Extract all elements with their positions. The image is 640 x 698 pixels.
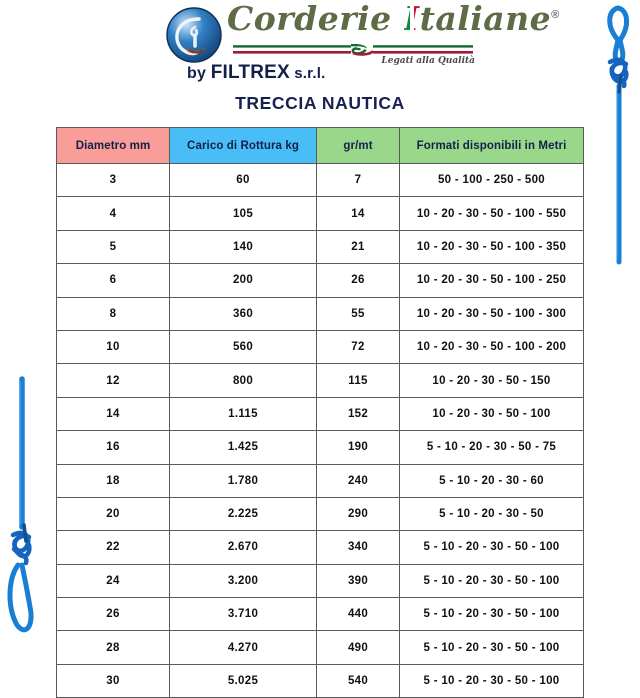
cell-weight-per-meter: 340 [317,531,400,564]
cell-weight-per-meter: 115 [317,364,400,397]
cell-available-formats: 5 - 10 - 20 - 30 - 50 - 100 [400,631,584,664]
cell-weight-per-meter: 26 [317,264,400,297]
table-row [57,531,584,564]
cell-available-formats: 5 - 10 - 20 - 30 - 50 - 100 [400,598,584,631]
byline-suffix: s.r.l. [289,65,326,82]
blue-rope-loop-knot-icon [0,375,52,639]
logo-tagline: Legati alla Qualità [381,56,475,66]
table-row [57,598,584,631]
cell-diameter: 6 [57,264,170,297]
table-header [57,128,584,164]
rope-knot-emblem-icon [165,6,223,64]
cell-diameter: 12 [57,364,170,397]
cell-breaking-load: 360 [170,297,317,330]
cell-breaking-load: 60 [170,164,317,197]
cell-diameter: 30 [57,664,170,697]
cell-weight-per-meter: 440 [317,598,400,631]
cell-available-formats: 10 - 20 - 30 - 50 - 100 - 250 [400,264,584,297]
cell-breaking-load: 800 [170,364,317,397]
column-header-available-formats: Formati disponibili in Metri [400,128,584,164]
cell-weight-per-meter: 290 [317,497,400,530]
brand-wordmark [227,0,560,38]
cell-diameter: 24 [57,564,170,597]
company-logo [0,0,640,90]
cell-breaking-load: 140 [170,230,317,263]
brand-tricolor-letter: I [403,0,420,38]
cell-weight-per-meter: 490 [317,631,400,664]
cell-diameter: 28 [57,631,170,664]
cell-available-formats: 5 - 10 - 20 - 30 - 50 - 100 [400,564,584,597]
table-row [57,464,584,497]
cell-available-formats: 10 - 20 - 30 - 50 - 100 [400,397,584,430]
table-header-row [57,128,584,164]
cell-available-formats: 10 - 20 - 30 - 50 - 100 - 300 [400,297,584,330]
specification-table-wrapper [56,127,584,698]
specification-table [56,127,584,698]
cell-breaking-load: 2.225 [170,497,317,530]
cell-diameter: 8 [57,297,170,330]
column-header-diameter: Diametro mm [57,128,170,164]
cell-breaking-load: 1.780 [170,464,317,497]
cell-diameter: 22 [57,531,170,564]
cell-weight-per-meter: 190 [317,431,400,464]
cell-weight-per-meter: 540 [317,664,400,697]
cell-diameter: 26 [57,598,170,631]
cell-diameter: 5 [57,230,170,263]
table-row [57,197,584,230]
cell-available-formats: 10 - 20 - 30 - 50 - 150 [400,364,584,397]
cell-breaking-load: 560 [170,330,317,363]
cell-diameter: 18 [57,464,170,497]
table-row [57,497,584,530]
table-row [57,230,584,263]
column-header-breaking-load: Carico di Rottura kg [170,128,317,164]
cell-weight-per-meter: 390 [317,564,400,597]
cell-breaking-load: 3.200 [170,564,317,597]
table-row [57,164,584,197]
cell-available-formats: 5 - 10 - 20 - 30 - 50 [400,497,584,530]
table-row [57,364,584,397]
cell-breaking-load: 105 [170,197,317,230]
cell-diameter: 20 [57,497,170,530]
table-row [57,330,584,363]
cell-weight-per-meter: 7 [317,164,400,197]
cell-weight-per-meter: 55 [317,297,400,330]
cell-available-formats: 5 - 10 - 20 - 30 - 50 - 100 [400,531,584,564]
cell-breaking-load: 2.670 [170,531,317,564]
brand-prefix: Corderie [227,0,404,38]
cell-available-formats: 50 - 100 - 250 - 500 [400,164,584,197]
logo-byline [187,62,325,84]
cell-available-formats: 10 - 20 - 30 - 50 - 100 - 550 [400,197,584,230]
cell-breaking-load: 5.025 [170,664,317,697]
table-row [57,664,584,697]
byline-company: FILTREX [210,62,290,83]
cell-weight-per-meter: 152 [317,397,400,430]
cell-available-formats: 10 - 20 - 30 - 50 - 100 - 200 [400,330,584,363]
registered-trademark-icon: ® [551,9,560,21]
table-row [57,397,584,430]
cell-breaking-load: 1.425 [170,431,317,464]
table-row [57,264,584,297]
column-header-weight-per-meter: gr/mt [317,128,400,164]
table-row [57,431,584,464]
cell-available-formats: 5 - 10 - 20 - 30 - 50 - 100 [400,664,584,697]
cell-diameter: 14 [57,397,170,430]
cell-diameter: 3 [57,164,170,197]
cell-diameter: 16 [57,431,170,464]
cell-breaking-load: 1.115 [170,397,317,430]
byline-by: by [187,65,211,82]
page-title: TRECCIA NAUTICA [235,93,405,113]
cell-weight-per-meter: 14 [317,197,400,230]
cell-diameter: 10 [57,330,170,363]
brand-suffix: taliane [419,0,552,38]
table-row [57,297,584,330]
table-row [57,631,584,664]
cell-available-formats: 5 - 10 - 20 - 30 - 50 - 75 [400,431,584,464]
cell-breaking-load: 3.710 [170,598,317,631]
table-body [57,164,584,698]
cell-weight-per-meter: 21 [317,230,400,263]
cell-available-formats: 5 - 10 - 20 - 30 - 60 [400,464,584,497]
cell-weight-per-meter: 240 [317,464,400,497]
cell-available-formats: 10 - 20 - 30 - 50 - 100 - 350 [400,230,584,263]
table-row [57,564,584,597]
cell-breaking-load: 4.270 [170,631,317,664]
cell-breaking-load: 200 [170,264,317,297]
cell-diameter: 4 [57,197,170,230]
cell-weight-per-meter: 72 [317,330,400,363]
